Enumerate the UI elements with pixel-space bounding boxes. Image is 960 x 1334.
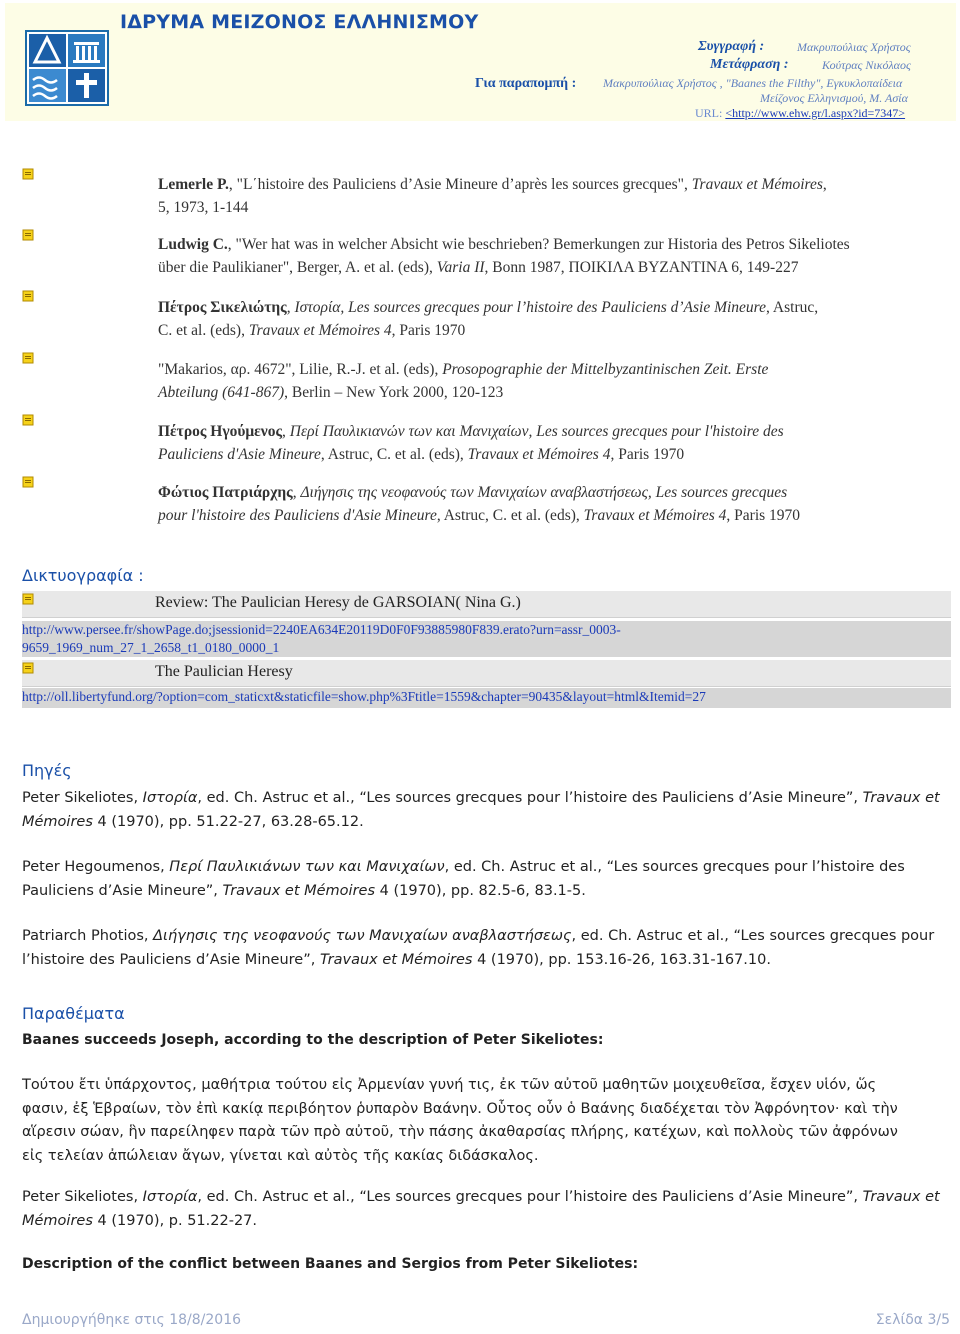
source-italic: Mémoires: [22, 813, 93, 830]
sources-section-title: Πηγές: [22, 761, 72, 780]
bib-italic: Abteilung (641-867): [158, 384, 285, 401]
bib-text: , Paris 1970: [391, 322, 466, 339]
citation-label: Για παραπομπή :: [475, 76, 577, 91]
source-text: Pauliciens d’Asie Mineure”,: [22, 882, 223, 899]
source-italic: Travaux et: [862, 1189, 940, 1205]
source-italic: Mémoires: [22, 1212, 93, 1229]
greek-line: Τούτου ἔτι ὑπάρχοντος, μαθήτρια τούτου εἰς Ἀρμενίαν γυνή τις, ἐκ τῶν αὐτοῦ μαθητῶν μοιχευθεῖσα, ἔσχεν υἱόν, ὥς: [22, 1077, 877, 1093]
web-link-title[interactable]: Review: The Paulician Heresy de GARSOIAN( Nina G.): [155, 594, 521, 611]
document-icon: [22, 352, 36, 364]
footer-created: Δημιουργήθηκε στις 18/8/2016: [22, 1312, 242, 1328]
greek-line: αἵρεσιν σώαν, ἣν παρείληφεν παρὰ τῶν πρὸ αὐτοῦ, τὴν πάσης ἀκαθαρσίας πλήρης, κατέχων, καὶ πολλοὺς τῶν ἀφρόνων: [22, 1124, 898, 1140]
source-text: l’histoire des Pauliciens d’Asie Mineure”,: [22, 951, 320, 968]
bib-italic: Travaux et Mémoires 4: [248, 322, 392, 339]
bib-italic: pour l'histoire des Pauliciens d'Asie Mineure: [158, 507, 437, 524]
quote-heading: Baanes succeeds Joseph, according to the description of Peter Sikeliotes:: [22, 1032, 604, 1048]
source-italic: Περί Παυλικιάνων των και Μανιχαίων: [169, 859, 445, 875]
bib-author: Ludwig C.: [158, 236, 228, 253]
author-label: Συγγραφή :: [698, 39, 765, 54]
document-icon: [22, 229, 36, 241]
bibliography-entry: [158, 481, 950, 527]
source-text: , ed. Ch. Astruc et al., “Les sources grecques pour l’histoire des: [444, 859, 905, 875]
bib-italic: Travaux et Mémoires 4: [583, 507, 727, 524]
bibliography-entry: [158, 296, 950, 342]
source-italic: Διήγησις της νεοφανούς των Μανιχαίων αναβλαστήσεως: [153, 928, 572, 944]
web-link-url[interactable]: [22, 621, 951, 657]
source-text: , ed. Ch. Astruc et al., “Les sources grecques pour l’histoire des Pauliciens d’Asie Mineure”,: [197, 790, 863, 806]
bib-text: ,: [822, 176, 827, 193]
citation-url-line: [695, 106, 905, 121]
bib-italic: Ιστορία, Les sources grecques pour l’histoire des Pauliciens d’Asie Mineure: [294, 299, 767, 316]
translation-label: Μετάφραση :: [710, 57, 789, 72]
source-italic: Travaux et: [862, 790, 940, 806]
bib-text: C. et al. (eds),: [158, 322, 249, 339]
bib-text: ,: [292, 484, 301, 501]
web-link-row: [22, 660, 951, 687]
source-entry: [22, 787, 947, 834]
web-url-line: http://oll.libertyfund.org/?option=com_staticxt&staticfile=show.php%3Ftitle=1559&chapter=90435&layout=html&Itemid=27: [22, 689, 706, 704]
footer-page-number: Σελίδα 3/5: [875, 1312, 950, 1328]
bib-italic: Pauliciens d'Asie Mineure: [158, 446, 321, 463]
institution-logo: [25, 30, 109, 106]
quote-citation: [22, 1186, 947, 1233]
bib-text: , Astruc,: [766, 299, 819, 316]
bib-author: Πέτρος Σικελιώτης: [158, 299, 287, 316]
bibliography-entry: [158, 420, 950, 466]
quote-heading: Description of the conflict between Baanes and Sergios from Peter Sikeliotes:: [22, 1256, 639, 1272]
web-section-title: Δικτυογραφία :: [22, 566, 144, 585]
bib-text: 5, 1973, 1-144: [158, 199, 249, 216]
url-prefix: URL:: [695, 106, 723, 120]
translation-value: Κούτρας Νικόλαος: [822, 58, 911, 72]
source-text: 4 (1970), pp. 51.22-27, 63.28-65.12.: [92, 813, 364, 830]
source-entry: [22, 856, 947, 903]
web-link-url[interactable]: [22, 688, 951, 708]
bib-text: über die Paulikianer", Berger, A. et al. (eds),: [158, 259, 437, 276]
citation-line-1: Μακρυπούλιας Χρήστος , "Baanes the Filthy", Εγκυκλοπαίδεια: [603, 76, 903, 90]
source-italic: Travaux et Mémoires: [222, 882, 376, 899]
bib-author: Φώτιος Πατριάρχης: [158, 484, 293, 501]
bib-text: , "L΄histoire des Pauliciens d’Asie Mineure d’après les sources grecques",: [228, 176, 692, 193]
web-link-row: [22, 591, 951, 618]
greek-line: εἰς τελείαν ἀπώλειαν ἄγων, γίνεται καὶ αὐτὸς τῆς κακίας διδάσκαλος.: [22, 1147, 539, 1164]
bib-text: , Astruc, C. et al. (eds),: [320, 446, 468, 463]
bib-text: , Astruc, C. et al. (eds),: [436, 507, 584, 524]
bib-author: Lemerle P.: [158, 176, 229, 193]
bib-text: , Paris 1970: [726, 507, 801, 524]
bib-italic: Διήγησις της νεοφανούς των Μανιχαίων αναβλαστήσεως, Les sources grecques: [300, 484, 788, 501]
greek-line: φασιν, ἐξ Ἑβραίων, τὸν ἐπὶ κακίᾳ περιβόητον ῥυπαρὸν Βαάνην. Οὗτος οὖν ὁ Βαάνης διαδέχεται τὸν Ἀφρόνητον· καὶ τὴν: [22, 1100, 898, 1117]
source-text: 4 (1970), pp. 82.5-6, 83.1-5.: [375, 882, 586, 899]
citation-line-2: Μείζονος Ελληνισμού, Μ. Ασία: [760, 91, 908, 105]
source-text: , ed. Ch. Astruc et al., “Les sources grecques pour: [571, 928, 935, 944]
quotes-section-title: Παραθέματα: [22, 1004, 125, 1023]
source-italic: Travaux et Mémoires: [319, 951, 473, 968]
author-value: Μακρυπούλιας Χρήστος: [797, 40, 911, 54]
bib-italic: Περί Παυλικιανών των και Μανιχαίων, Les sources grecques pour l'histoire des: [289, 423, 784, 440]
source-text: Peter Sikeliotes,: [22, 1189, 143, 1205]
bib-text: , Berlin – New York 2000, 120-123: [284, 384, 504, 401]
bib-italic: Travaux et Mémoires: [691, 176, 823, 193]
source-text: Peter Sikeliotes,: [22, 790, 143, 806]
source-text: Peter Hegoumenos,: [22, 859, 170, 875]
document-icon: [22, 476, 36, 488]
source-text: Patriarch Photios,: [22, 928, 154, 944]
bib-italic: Travaux et Mémoires 4: [467, 446, 611, 463]
web-link-title[interactable]: The Paulician Heresy: [155, 663, 293, 680]
source-text: , ed. Ch. Astruc et al., “Les sources grecques pour l’histoire des Pauliciens d’Asie Mineure”,: [197, 1189, 863, 1205]
bib-author: Πέτρος Ηγούμενος: [158, 423, 283, 440]
document-icon: [22, 290, 36, 302]
document-icon: [22, 414, 36, 426]
org-title: ΙΔΡΥΜΑ ΜΕΙΖΟΝΟΣ ΕΛΛΗΝΙΣΜΟΥ: [120, 11, 479, 33]
source-italic: Ιστορία: [142, 1189, 198, 1205]
web-url-line: 9659_1969_num_27_1_2658_t1_0180_0000_1: [22, 640, 280, 655]
bibliography-entry: [158, 233, 950, 279]
web-url-line: http://www.persee.fr/showPage.do;jsessionid=2240EA634E20119D0F0F93885980F839.erato?urn=assr_0003-: [22, 622, 621, 637]
bib-text: "Makarios, αρ. 4672", Lilie, R.-J. et al. (eds),: [158, 361, 443, 378]
source-text: 4 (1970), p. 51.22-27.: [92, 1212, 258, 1229]
bibliography-entry: [158, 173, 950, 219]
bib-text: , Paris 1970: [610, 446, 685, 463]
document-icon: [22, 662, 36, 674]
bib-italic: Varia II: [436, 259, 485, 276]
source-text: 4 (1970), pp. 153.16-26, 163.31-167.10.: [472, 951, 771, 968]
source-italic: Ιστορία: [142, 790, 198, 806]
bib-italic: Prosopographie der Mittelbyzantinischen Zeit. Erste: [442, 361, 769, 378]
document-icon: [22, 593, 36, 605]
source-entry: [22, 925, 947, 972]
page-header: [5, 3, 956, 121]
bib-text: , Bonn 1987, ΠΟΙΚΙΛΑ ΒΥΖΑΝΤΙΝΑ 6, 149-227: [484, 259, 799, 276]
document-icon: [22, 168, 36, 180]
bibliography-entry: [158, 358, 950, 404]
greek-quote: [22, 1074, 947, 1168]
citation-url-link[interactable]: <http://www.ehw.gr/l.aspx?id=7347>: [725, 106, 906, 120]
bib-text: ,: [286, 299, 295, 316]
bib-text: ,: [282, 423, 290, 440]
bib-text: , "Wer hat was in welcher Absicht wie beschrieben? Bemerkungen zur Historia des Petros Sikeliotes: [227, 236, 850, 253]
